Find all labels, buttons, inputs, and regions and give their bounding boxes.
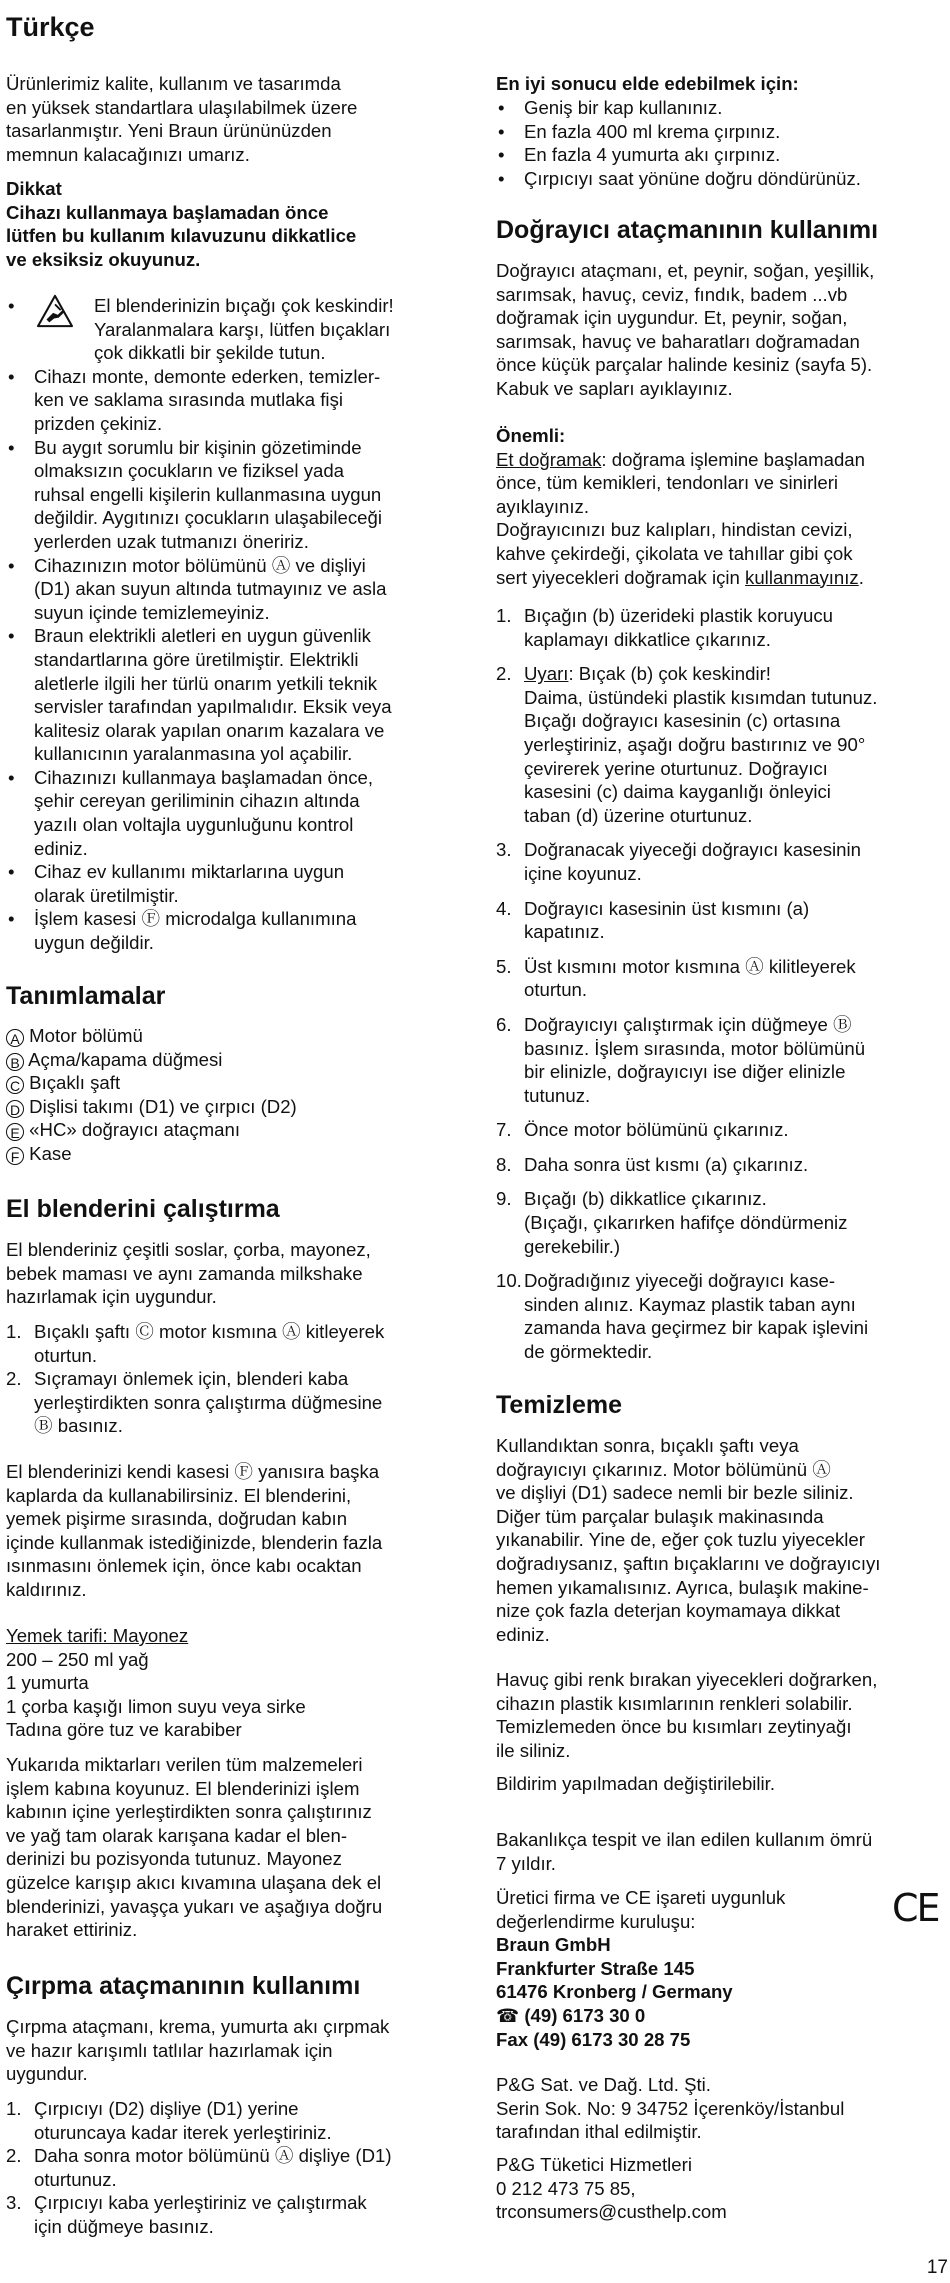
step-item: 9. Bıçağı (b) dikkatlice çıkarınız. (Bıçağı, çıkarırken hafifçe döndürmeniz gerekebilir.): [496, 1188, 848, 1257]
manufacturer-block: Üretici firma ve CE işareti uygunluk değerlendirme kuruluşu: Braun GmbH Frankfurter Straße 145 61476 Kronberg / Germany ☎ (49) 6173 30 0 Fax (49) 6173 30 28 75: [496, 1887, 786, 2050]
definitions-heading: Tanımlamalar: [6, 982, 166, 1010]
intro-paragraph: Ürünlerimiz kalite, kullanım ve tasarımda en yüksek standartlara ulaşılabilmek üzere tasarlanmıştır. Yeni Braun ürününüzden memnun kalacağınızı umarız.: [6, 73, 358, 165]
cleaning-heading: Temizleme: [496, 1391, 622, 1419]
best-results-list: [496, 96, 944, 190]
list-item: • En fazla 400 ml krema çırpınız.: [496, 120, 944, 144]
definition-item: C Bıçaklı şaft: [6, 1071, 297, 1095]
consumer-service-block: P&G Tüketici Hizmetleri 0 212 473 75 85, trconsumers@custhelp.com: [496, 2154, 727, 2223]
blender-note: El blenderinizi kendi kasesi Ⓕ yanısıra başka kaplarda da kullanabilirsiniz. El blenderini, yemek pişirme sırasında, doğrudan kabın içinde kullanmak istediğinizde, blenderin fazla ısınmasını önlemek için, önce kabı ocaktan kaldırınız.: [6, 1461, 383, 1600]
warning-item: • Cihazınızı kullanmaya başlamadan önce, şehir cereyan geriliminin cihazın altında yazılı olan voltajla uygunluğunu kontrol ediniz.: [6, 766, 466, 860]
definition-item: E «HC» doğrayıcı ataçmanı: [6, 1118, 297, 1142]
step-item: 1. Bıçaklı şaftı Ⓒ motor kısmına Ⓐ kitleyerek oturtun.: [6, 1321, 385, 1366]
warning-item: • Cihaz ev kullanımı miktarlarına uygun olarak üretilmiştir.: [6, 860, 466, 907]
list-item: • En fazla 4 yumurta akı çırpınız.: [496, 143, 944, 167]
recipe-block: Yemek tarifi: Mayonez 200 – 250 ml yağ 1 yumurta 1 çorba kaşığı limon suyu veya sirke Tadına göre tuz ve karabiber: [6, 1625, 306, 1741]
warning-item: • Cihazı monte, demonte ederken, temizler- ken ve saklama sırasında mutlaka fişi prizden çekiniz.: [6, 365, 466, 436]
chopper-steps: [496, 604, 944, 1364]
notice-text: Bildirim yapılmadan değiştirilebilir.: [496, 1773, 776, 1794]
step-item: 3. Çırpıcıyı kaba yerleştiriniz ve çalıştırmak için düğmeye basınız.: [6, 2192, 367, 2237]
warning-item: • İşlem kasesi Ⓕ microdalga kullanımına uygun değildir.: [6, 907, 466, 954]
step-item: 3. Doğranacak yiyeceği doğrayıcı kasesinin içine koyunuz.: [496, 839, 861, 884]
important-block: Önemli: Et doğramak: doğrama işlemine başlamadan önce, tüm kemikleri, tendonları ve sinirleri ayıklayınız. Doğrayıcınızı buz kalıpları, hindistan cevizi, kahve çekirdeği, çikolata ve tahıllar gibi çok sert yiyecekleri doğramak için kullanmayınız.: [496, 425, 865, 588]
list-item: • Çırpıcıyı saat yönüne doğru döndürünüz.: [496, 167, 944, 191]
chopper-heading: Doğrayıcı ataçmanının kullanımı: [496, 216, 879, 244]
step-item: 10. Doğradığınız yiyeceği doğrayıcı kase- sinden alınız. Kaymaz plastik taban aynı zamanda hava geçirmez bir kapak işlevini de görmektedir.: [496, 1270, 869, 1363]
blender-heading: El blenderini çalıştırma: [6, 1195, 280, 1223]
step-item: 4. Doğrayıcı kasesinin üst kısmını (a) kapatınız.: [496, 897, 810, 943]
step-item: 2. Sıçramayı önlemek için, blenderi kaba yerleştirdikten sonra çalıştırma düğmesine Ⓑ basınız.: [6, 1368, 383, 1437]
whisk-intro: Çırpma ataçmanı, krema, yumurta akı çırpmak ve hazır karışımlı tatlılar hazırlamak için uygundur.: [6, 2016, 390, 2085]
definition-item: B Açma/kapama düğmesi: [6, 1048, 297, 1072]
caution-block: Dikkat Cihazı kullanmaya başlamadan önce lütfen bu kullanım kılavuzunu dikkatlice ve eksiksiz okuyunuz.: [6, 178, 357, 270]
warning-list: [6, 294, 466, 955]
step-item: 1. Bıçağın (b) üzerideki plastik koruyucu kaplamayı dikkatlice çıkarınız.: [496, 605, 834, 650]
warning-item: • El blenderinizin bıçağı çok keskindir! Yaralanmalara karşı, lütfen bıçakları çok dikkatli bir şekilde tutun.: [6, 294, 466, 365]
warning-item: • Braun elektrikli aletleri en uygun güvenlik standartlarına göre üretilmiştir. Elektrikli aletlerle ilgili her türlü onarım yetkili teknik servisler tarafından yapılmalıdır. Eksik veya kalitesiz olarak yapılan onarım kazalara ve kullanıcının yaralanmasına yol açabilir.: [6, 624, 466, 766]
step-item: 5. Üst kısmını motor kısmına Ⓐ kilitleyerek oturtun.: [496, 955, 856, 1001]
definition-item: F Kase: [6, 1142, 297, 1166]
step-item: 6. Doğrayıcıyı çalıştırmak için düğmeye Ⓑ basınız. İşlem sırasında, motor bölümünü bir elinizle, doğrayıcıyı ise diğer elinizle tutunuz.: [496, 1013, 866, 1106]
ce-mark-logo: CE: [892, 1886, 939, 1930]
whisk-steps: [6, 2097, 466, 2239]
recipe-instructions: Yukarıda miktarları verilen tüm malzemeleri işlem kabına koyunuz. El blenderinizi işlem kabının içine yerleştirdikten sonra çalıştırınız ve yağ tam olarak karışana kadar el blen- derinizi bu pozisyonda tutunuz. Mayonez güzelce karışıp akıcı kıvamına ulaşana dek el blenderinizi, yavaşça yukarı ve aşağıya doğru haraket ettiriniz.: [6, 1754, 383, 1941]
definition-item: D Dişlisi takımı (D1) ve çırpıcı (D2): [6, 1095, 297, 1119]
step-item: 8. Daha sonra üst kısmı (a) çıkarınız.: [496, 1153, 809, 1175]
list-item: • Geniş bir kap kullanınız.: [496, 96, 944, 120]
cleaning-text-2: Havuç gibi renk bırakan yiyecekleri doğrarken, cihazın plastik kısımlarının renkleri solabilir. Temizlemeden önce bu kısımları zeytinyağı ile siliniz.: [496, 1669, 878, 1761]
blender-steps: [6, 1320, 466, 1438]
step-item: 2. Daha sonra motor bölümünü Ⓐ dişliye (D1) oturtunuz.: [6, 2145, 392, 2190]
cleaning-text: Kullandıktan sonra, bıçaklı şaftı veya doğrayıcıyı çıkarınız. Motor bölümünü Ⓐ ve dişliyi (D1) sadece nemli bir bezle siliniz. Diğer tüm parçalar bulaşık makinasında yıkanabilir. Yine de, eğer çok tuzlu yiyecekler doğradıysanız, şaftın bıçaklarını ve doğrayıcıyı hemen yıkamalısınız. Ayrıca, bulaşık makine- nize çok fazla deterjan koymamaya dikkat ediniz.: [496, 1435, 881, 1645]
language-heading: Türkçe: [6, 12, 95, 42]
step-item: 2. Uyarı: Bıçak (b) çok keskindir! Daima, üstündeki plastik kısımdan tutunuz. Bıçağı doğrayıcı kasesinin (c) ortasına yerleştiriniz, aşağı doğru bastırınız ve 90° çevirerek yerine oturtunuz. Doğrayıcı kasesini (c) daima kayganlığı önleyici taban (d) üzerine oturtunuz.: [496, 663, 878, 826]
definition-item: A Motor bölümü: [6, 1024, 297, 1048]
warning-item: • Bu aygıt sorumlu bir kişinin gözetiminde olmaksızın çocukların ve fiziksel yada ruhsal engelli kişilerin kullanmasına uygun değildir. Aygıtınızı çocukların ulaşabileceği yerlerden uzak tutmanızı öneririz.: [6, 436, 466, 554]
blender-intro: El blenderiniz çeşitli soslar, çorba, mayonez, bebek maması ve aynı zamanda milkshake hazırlamak için uygundur.: [6, 1239, 371, 1308]
step-item: 1. Çırpıcıyı (D2) dişliye (D1) yerine oturuncaya kadar iterek yerleştiriniz.: [6, 2098, 332, 2143]
definitions-list: [6, 1024, 297, 1166]
warning-item: • Cihazınızın motor bölümünü Ⓐ ve dişliyi (D1) akan suyun altında tutmayınız ve asla suyun içinde temizlemeyiniz.: [6, 554, 466, 625]
step-item: 7. Önce motor bölümünü çıkarınız.: [496, 1119, 789, 1141]
whisk-heading: Çırpma ataçmanının kullanımı: [6, 1972, 361, 2000]
importer-block: P&G Sat. ve Dağ. Ltd. Şti. Serin Sok. No: 9 34752 İçerenköy/İstanbul tarafından ithal edilmiştir.: [496, 2074, 845, 2143]
hand-blade-warning-icon: [36, 294, 74, 328]
lifetime-text: Bakanlıkça tespit ve ilan edilen kullanım ömrü 7 yıldır.: [496, 1829, 873, 1874]
chopper-intro: Doğrayıcı ataçmanı, et, peynir, soğan, yeşillik, sarımsak, havuç, ceviz, fındık, badem ...vb doğramak için uygundur. Et, peynir, soğan, sarımsak, havuç ve baharatları doğramadan önce küçük parçalar halinde kesiniz (sayfa 5). Kabuk ve sapları ayıklayınız.: [496, 260, 875, 399]
best-results-title: En iyi sonucu elde edebilmek için:: [496, 73, 799, 94]
page-number: 17: [926, 2257, 948, 2278]
